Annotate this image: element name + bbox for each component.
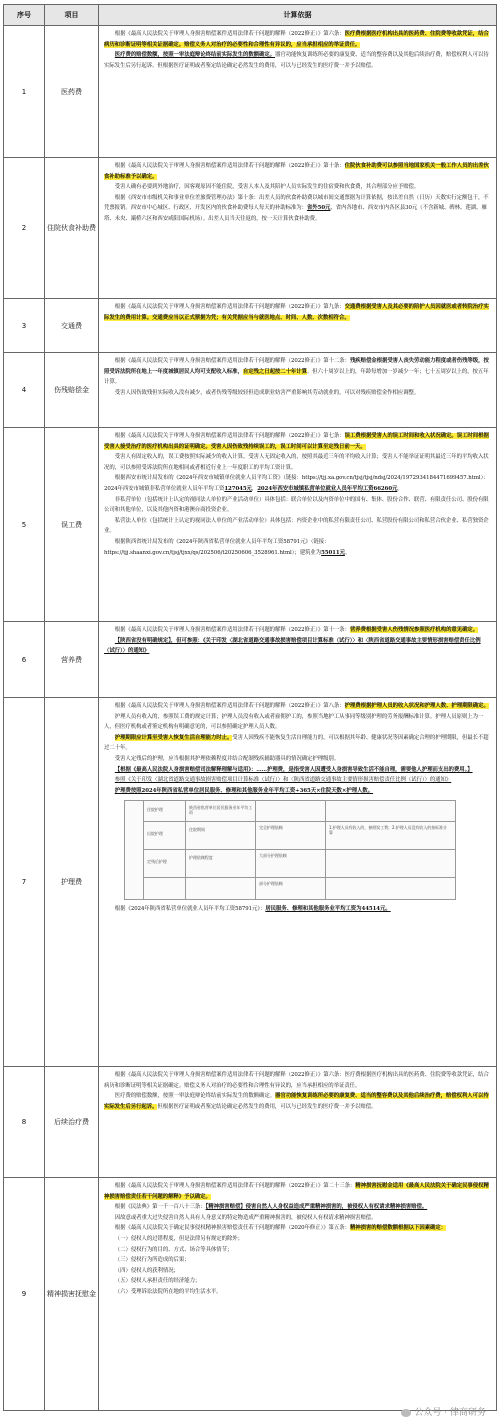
bold-text: 残疾赔偿金根据受害人丧失劳动能力程度或者伤残等级，按照受诉法院所在地上一年度城镇居民人均可支配收入标准，: [104, 358, 489, 375]
table-image-text: 出院护理: [147, 831, 163, 837]
table-image-text: 陕西省私营单位居民服务业年平均工资: [189, 805, 253, 816]
row-item: 医药费: [45, 26, 99, 158]
row-item: 住院伙食补助费: [45, 158, 99, 299]
highlighted-text: 营养费根据受害人伤残情况参照医疗机构的意见确定。: [349, 627, 479, 633]
basis-text: 根据《最高人民法院关于审理人身损害赔偿案件适用法律若干问题的解释（2022修正）》第八条：: [114, 703, 345, 709]
basis-paragraph: [104, 786, 491, 797]
basis-paragraph: [104, 182, 491, 193]
row-basis: [99, 428, 497, 622]
basis-text: 因故意或者重大过失侵害自然人具有人身意义的特定物造成严重精神损害的，被侵权人有权请求精神损害赔偿。: [114, 1214, 377, 1221]
underlined-text: 【根据《最高人民法院人身损害赔偿司法解释理解与适用》：……护理费，是指受害人因遭受人身损害导致生活不能自理，需要他人护理而支出的费用。】: [114, 766, 473, 773]
list-item: [104, 1245, 491, 1256]
highlighted-text: 护理费根据护理人员的收入状况和护理人数、护理期限确定。: [344, 703, 489, 709]
table-image-text: 部分护理依赖: [259, 881, 283, 887]
basis-paragraph: [104, 754, 491, 765]
highlighted-text: 精神损害抚慰金适用《最高人民法院关于确定民事侵权精神损害赔偿责任若干问题的解释》予以确定。: [104, 1183, 489, 1200]
row-no: 3: [4, 299, 45, 353]
row-item: 伤残赔偿金: [45, 353, 99, 428]
basis-text: 受害人有固定收入的，误工费按照实际减少的收入计算。受害人无固定收入的，按照其最近三年的平均收入计算；受害人不能举证证明其最近三年的平均收入状况的，可以参照受诉法院所在地相同或者相近行业上一年度职工的平均工资计算。: [104, 454, 489, 471]
underlined-text: 省外50元: [306, 205, 331, 212]
basis-text: 根据陕西省统计局发布的《2024年陕西省私营单位就业人员年平均工资58791元》（链接：https://tjj.shaanxi.gov.cn/tjsj/tjxx/qs/202506/t20250606_3528961.html）；建筑业为: [104, 538, 330, 556]
underlined-text: 55011元: [321, 549, 345, 556]
highlighted-text: 住院伙食补助费可以参照当地国家机关一般工作人员的出差伙食补助标准予以确定。: [104, 163, 489, 180]
basis-text: 但根据医疗证明或者鉴定结论确定必然发生的费用，可以与已经发生的医疗费一并予以赔偿。: [157, 1103, 377, 1110]
basis-paragraph: [104, 625, 491, 636]
table-row: [4, 428, 497, 622]
basis-text: ，省内各地市、西安市内各区县30元（不含新城、碑林、莲湖、雁塔、未央、灞桥六区和西安咸阳国际机场）。出差人员当天往返的，按一天计算伙食补助费。: [104, 205, 487, 222]
table-image-text: 住院护理: [147, 807, 163, 813]
basis-text: 根据西安市统计局发布的《2024年西安市城镇单位就业人员平均工资》（链接：https://tjj.xa.gov.cn/tjsj/tjsj/ndsj/2024/1972934184471699457.html）：2024年西安市城镇非私营单位就业人员年平均工资: [104, 475, 489, 492]
basis-paragraph: [104, 29, 491, 50]
highlighted-text: 自定残之日起按二十年计算: [242, 368, 307, 375]
basis-text: （六）受理诉讼法院所在地的平均生活水平。: [114, 1288, 222, 1295]
table-image-text: 1.护理人员有收入的，参照误工费；2.护理人员没有收入的按标准计算: [329, 825, 448, 836]
basis-text: 根据《民法典》第一千一百八十三条：: [114, 1204, 206, 1211]
basis-paragraph: [104, 1181, 491, 1202]
basis-paragraph: [104, 1223, 491, 1234]
underlined-text: 居民服务、修理和其他服务业平均工资为44514元。: [265, 906, 391, 913]
basis-paragraph: [104, 765, 491, 776]
basis-paragraph: [104, 516, 491, 537]
highlighted-text: 交通费根据受害人及其必要的陪护人员因就医或者转院治疗实际发生的费用计算。交通费应当以正式票据为凭；有关凭据应当与就医地点、时间、人数、次数相符合。: [104, 304, 489, 321]
list-item: [104, 1255, 491, 1266]
basis-paragraph: [104, 50, 491, 71]
list-item: [104, 1276, 491, 1287]
basis-text: 。: [397, 485, 403, 492]
table-row: [4, 1178, 497, 1411]
row-basis: [99, 158, 497, 299]
basis-text: 护理人员有收入的，参照误工费的规定计算；护理人员没有收入或者雇佣护工的，参照当地护工从事同等级别护理的劳务报酬标准计算。护理人员原则上为一人，但医疗机构或者鉴定机构有明确意见的，可以参照确定护理人员人数。: [104, 713, 484, 731]
row-basis: [99, 1067, 497, 1178]
highlighted-text: 器官功能恢复训练所必要的康复费、适当的整容费以及其他后续治疗费，赔偿权利人可以待实际发生后另行起诉。: [104, 1093, 489, 1110]
header-basis: 计算依据: [99, 5, 497, 26]
row-item: 误工费: [45, 428, 99, 622]
row-item: 后续治疗费: [45, 1067, 99, 1178]
row-item: 营养费: [45, 622, 99, 698]
basis-text: 器官功能恢复训练所必要的康复费、适当的整容费以及其他后续治疗费，赔偿权利人可以待实际发生后另行起诉。但根据医疗证明或者鉴定结论确定必然发生的费用，可以与已经发生的医疗费一并予以赔偿。: [104, 52, 489, 69]
basis-paragraph: [104, 193, 491, 225]
highlighted-text: 误工时间根据受害人接受治疗的医疗机构出具的证明确定。受害人因伤致残持续误工的，误工时间可以计算至定残日前一天。: [104, 433, 489, 450]
basis-paragraph: [104, 161, 491, 182]
row-no: 7: [4, 698, 45, 1067]
basis-text: （三）侵权行为所造成的后果；: [114, 1257, 190, 1264]
basis-text: 非私营单位（包括统计上认定的视同法人单位的产业活动单位）具体包括：联合单位以及内资单位中的国有、集体、股份合作、联营、有限责任公司、股份有限公司和其他单位，以及其他内资和港澳台商投资企业。: [104, 496, 489, 514]
row-item: 交通费: [45, 299, 99, 353]
table-row: [4, 353, 497, 428]
basis-paragraph: [104, 1070, 491, 1091]
basis-text: ，: [251, 485, 258, 492]
basis-text: 根据《最高人民法院关于审理人身损害赔偿案件适用法律若干问题的解释（2022修正）》第九条：: [114, 304, 345, 310]
basis-paragraph: [104, 388, 491, 399]
basis-paragraph: [104, 712, 491, 733]
basis-paragraph: [104, 452, 491, 473]
basis-paragraph: [104, 904, 491, 915]
table-image-text: 住院期间: [189, 827, 205, 833]
table-image-text: 护理依赖程度: [189, 855, 213, 861]
row-no: 6: [4, 622, 45, 698]
basis-text: （五）侵权人承担责任的经济能力；: [114, 1278, 201, 1285]
highlighted-text: 误工费根据受害人的误工时间和收入状况确定。: [344, 433, 457, 439]
basis-paragraph: [104, 302, 491, 323]
row-basis: [99, 26, 497, 158]
underlined-text: 【陕西省没有明确规定】，但可参照：《关于印发〈湖北省道路交通事故损害赔偿项目计算标准（试行）〉和〈陕西省道路交通事故主要情形损害赔偿责任比例（试行）〉的通知》: [104, 637, 481, 655]
table-image-text: 大部分护理依赖: [259, 853, 287, 859]
basis-paragraph: [104, 473, 491, 494]
highlighted-text: 医疗费根据医疗机构出具的医药费、住院费等收款凭证，结合病历和诊断证明等相关证据确定。赔偿义务人对治疗的必要性和合理性有异议的，应当承担相应的举证责任。: [104, 31, 489, 48]
basis-text: 根据《最高人民法院关于审理人身损害赔偿案件适用法律若干问题的解释（2022修正）》第七条：: [114, 433, 345, 439]
row-no: 2: [4, 158, 45, 299]
header-no: 序号: [4, 5, 45, 26]
table-row: [4, 698, 497, 1067]
basis-paragraph: [104, 495, 491, 516]
basis-paragraph: [104, 636, 491, 657]
basis-paragraph: [104, 775, 491, 786]
basis-text: 根据《最高人民法院关于审理人身损害赔偿案件适用法律若干问题的解释（2022修正）》第二十三条：: [114, 1183, 356, 1189]
basis-text: 。: [344, 549, 351, 556]
basis-text: 根据《2024年陕西省私营单位就业人员年平均工资58791元》：: [114, 906, 266, 913]
basis-text: 根据《最高人民法院关于审理人身损害赔偿案件适用法律若干问题的解释（2022修正）》第十一条：: [114, 627, 350, 633]
basis-text: 根据《西安市市级机关和事业单位差旅费管理办法》第十条：出差人员的伙食补助费以城市间交通票据为计算依据，按出差自然（日历）天数实行定额包干，不凭票报销。西安市中心城区、行政区、开发区内的伙食补助费每人每天的补助标准为：: [104, 194, 489, 212]
row-no: 5: [4, 428, 45, 622]
table-row: [4, 299, 497, 353]
watermark: [401, 1405, 486, 1418]
basis-text: （二）侵权行为的目的、方式、场合等具体情节；: [114, 1246, 233, 1253]
highlighted-text: 精神损害的赔偿数额根据以下因素确定：: [349, 1225, 447, 1232]
row-no: 8: [4, 1067, 45, 1178]
wechat-icon: [401, 1409, 411, 1417]
basis-text: 根据《最高人民法院关于审理人身损害赔偿案件适用法律若干问题的解释（2022修正）》第六条：医疗费根据医疗机构出具的医药费、住院费等收款凭证，结合病历和诊断证明等相关证据确定。赔偿义务人对治疗的必要性和合理性有异议的，应当承担相应的举证责任。: [104, 1072, 489, 1089]
compensation-table: [3, 4, 497, 1411]
table-row: [4, 26, 497, 158]
underlined-text: 127045元: [224, 485, 252, 492]
row-basis: [99, 698, 497, 1067]
basis-paragraph: [104, 431, 491, 452]
row-basis: [99, 622, 497, 698]
basis-text: 受害人因伤致残但实际收入没有减少，或者伤残等级较轻但造成职业妨害严重影响其劳动就业的，可以对残疾赔偿金作相应调整。: [114, 389, 420, 396]
basis-text: 根据《最高人民法院关于审理人身损害赔偿案件适用法律若干问题的解释（2022修正）》第十二条：: [114, 358, 350, 364]
table-row: [4, 622, 497, 698]
underlined-text: 医疗费的赔偿数额，按照一审法庭辩论终结前实际发生的数额确定。: [114, 52, 276, 59]
basis-text: 受害人定残后的护理，应当根据其护理依赖程度并结合配制残疾辅助器具的情况确定护理级别。: [114, 755, 340, 762]
basis-text: 根据《最高人民法院关于审理人身损害赔偿案件适用法律若干问题的解释（2022修正）》第十条：: [114, 163, 345, 169]
row-item: 精神损害抚慰金: [45, 1178, 99, 1411]
basis-paragraph: [104, 701, 491, 712]
basis-text: 根据《最高人民法院关于审理人身损害赔偿案件适用法律若干问题的解释（2022修正）》第六条：: [114, 31, 345, 37]
row-basis: [99, 1178, 497, 1411]
basis-text: 私营法人单位（包括统计上认定的视同法人单位的产业活动单位）具体包括：内资企业中的私营有限责任公司、私营股份有限公司和私营合伙企业、私营独资企业。: [104, 517, 489, 535]
list-item: [104, 1234, 491, 1245]
underlined-text: 【精神损害赔偿】侵害自然人人身权益造成严重精神损害的，被侵权人有权请求精神损害赔偿。: [205, 1204, 428, 1211]
row-basis: [99, 353, 497, 428]
underlined-text: 参照《关于印发〈湖北省道路交通事故损害赔偿项目计算标准（试行）〉和〈陕西省道路交通事故主要情形损害赔偿责任比例（试行）〉的通知》: [114, 777, 452, 784]
basis-paragraph: [104, 537, 491, 558]
basis-text: 受害人因残疾不能恢复生活自理能力的，可以根据其年龄、健康状况等因素确定合理的护理期限，但最长不超过二十年。: [104, 734, 489, 752]
basis-paragraph: [104, 733, 491, 754]
basis-text: （四）侵权人的获利情况；: [114, 1267, 179, 1274]
underlined-text: 护理费按照2024年陕西省私营单位居民服务、修理和其他服务业年平均工资÷365天×住院天数×护理人数。: [114, 787, 374, 794]
basis-text: 医疗费的赔偿数额，按照一审法庭辩论终结前实际发生的数额确定。: [114, 1093, 276, 1100]
basis-text: （一）侵权人的过错程度，但是法律另有规定的除外；: [114, 1235, 243, 1242]
table-image-text: 完全护理依赖: [259, 825, 283, 831]
basis-paragraph: [104, 356, 491, 388]
row-no: 9: [4, 1178, 45, 1411]
basis-text: 受害人确有必要到外地治疗，因客观原因不能住院，受害人本人及其陪护人员实际发生的住宿费和伙食费，其合理部分应予赔偿。: [114, 184, 420, 191]
basis-paragraph: [104, 1091, 491, 1112]
list-item: [104, 1287, 491, 1298]
nursing-standard-table-image: [124, 800, 456, 900]
list-item: [104, 1266, 491, 1277]
row-no: 1: [4, 26, 45, 158]
table-row: [4, 158, 497, 299]
basis-paragraph: [104, 1202, 491, 1213]
row-no: 4: [4, 353, 45, 428]
watermark-text: 公众号 · 律商研务: [414, 1408, 486, 1418]
highlighted-text: 护理期限应计算至受害人恢复生活自理能力时止。: [114, 734, 233, 741]
row-item: 护理费: [45, 698, 99, 1067]
basis-text: 。但六十周岁以上的，年龄每增加一岁减少一年；七十五周岁以上的，按五年计算。: [104, 368, 489, 386]
table-header-row: [4, 5, 497, 26]
basis-paragraph: [104, 1213, 491, 1224]
basis-text: 根据《最高人民法院关于确定民事侵权精神损害赔偿责任若干问题的解释（2020年修正）》第五条：: [114, 1225, 350, 1232]
table-image-text: 定残后护理: [147, 859, 167, 865]
row-basis: [99, 299, 497, 353]
underlined-text: 2024年西安市城镇私营单位就业人员年平均工资66260元: [257, 485, 398, 492]
table-row: [4, 1067, 497, 1178]
header-item: 项目: [45, 5, 99, 26]
